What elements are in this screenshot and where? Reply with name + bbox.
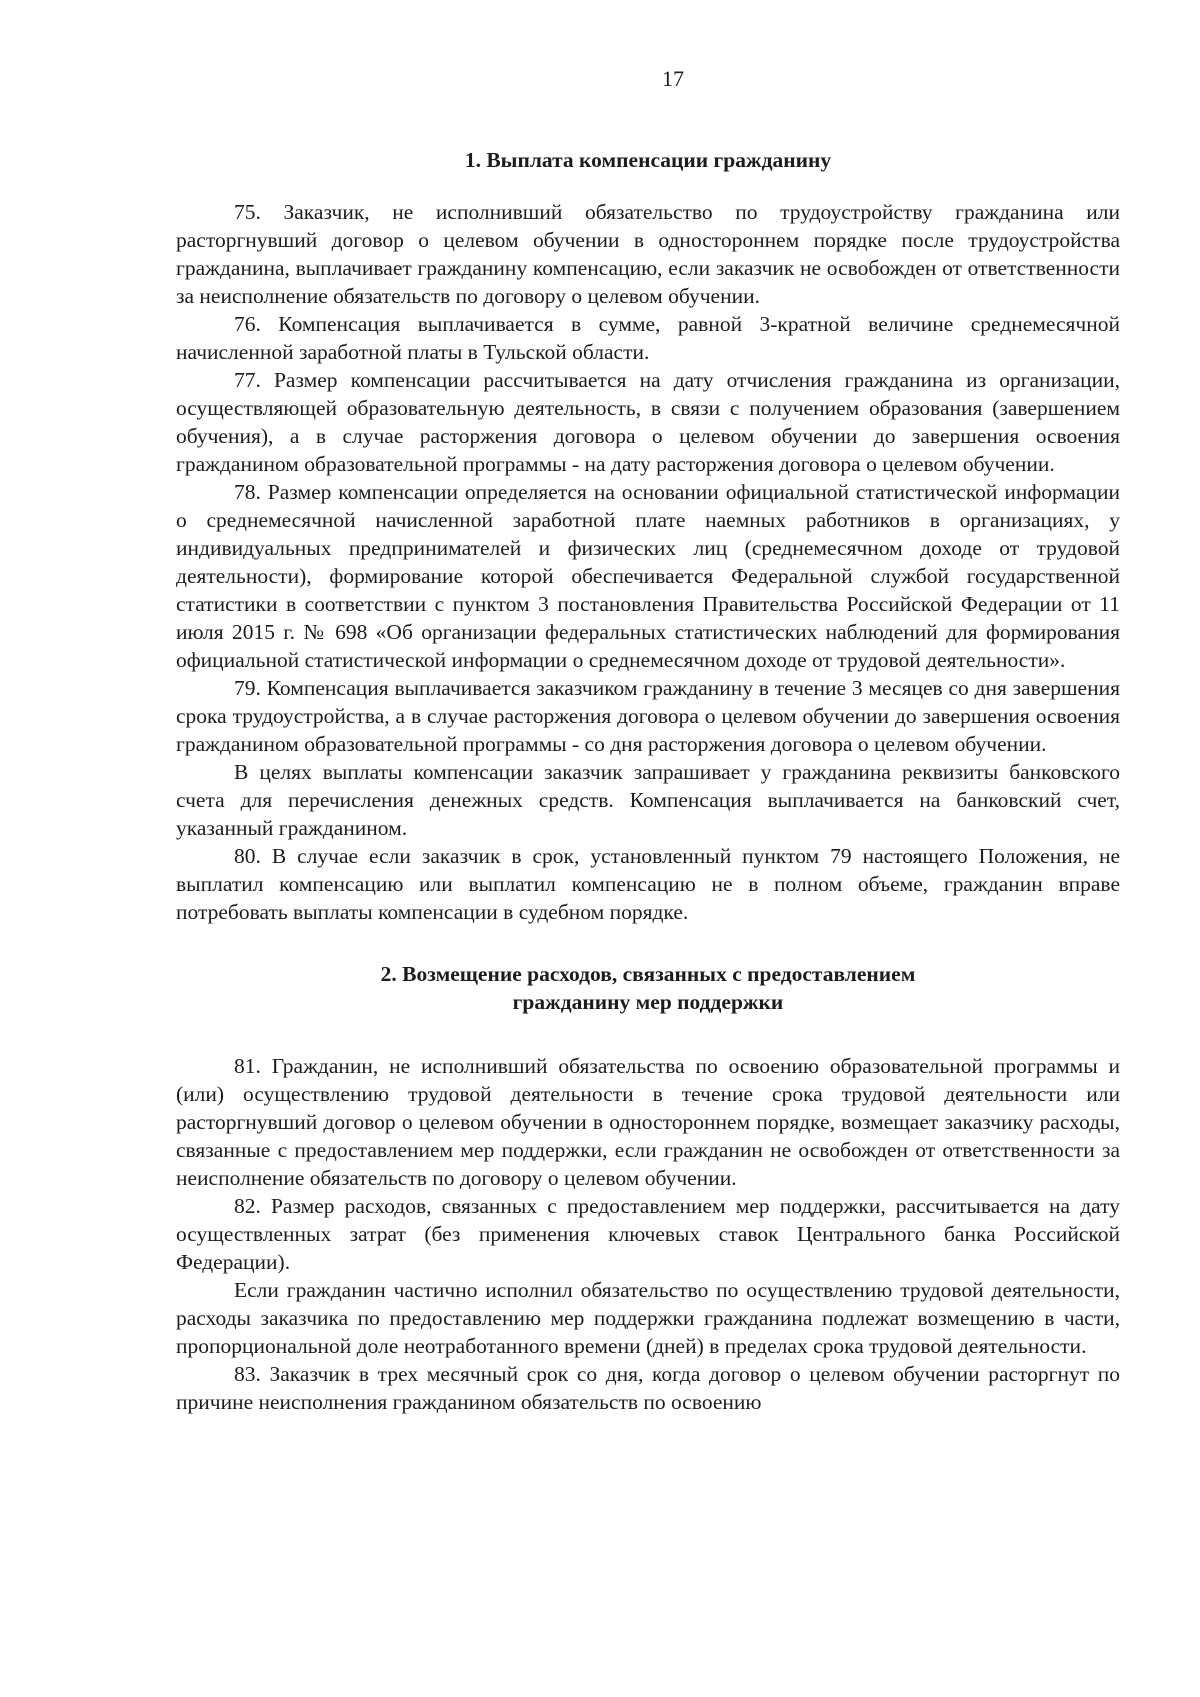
paragraph-79: 79. Компенсация выплачивается заказчиком гражданину в течение 3 месяцев со дня завершения срока трудоустройства, а в случае расторжения договора о целевом обучении до завершения освоения гражданином образовательной программы - со дня расторжения договора о целевом обучении. — [176, 676, 1120, 756]
paragraph-78: 78. Размер компенсации определяется на основании официальной статистической информации о среднемесячной начисленной заработной плате наемных работников в организациях, у индивидуальных предпринимателей и физических лиц (среднемесячном доходе от трудовой деятельности), формирование которой обеспечивается Федеральной службой государственной статистики в соответствии с пунктом 3 постановления Правительства Российской Федерации от 11 июля 2015 г. № 698 «Об организации федеральных статистических наблюдений для формирования официальной статистической информации о среднемесячном доходе от трудовой деятельности». — [176, 480, 1120, 672]
paragraph-75: 75. Заказчик, не исполнивший обязательство по трудоустройству гражданина или расторгнувший договор о целевом обучении в одностороннем порядке после трудоустройства гражданина, выплачивает гражданину компенсацию, если заказчик не освобожден от ответственности за неисполнение обязательств по договору о целевом обучении. — [176, 200, 1120, 308]
section-2-title-line-1: 2. Возмещение расходов, связанных с предоставлением — [380, 962, 916, 986]
paragraph-83: 83. Заказчик в трех месячный срок со дня, когда договор о целевом обучении расторгнут по причине неисполнения гражданином обязательств по освоению — [176, 1362, 1120, 1414]
paragraph-82-partial: Если гражданин частично исполнил обязательство по осуществлению трудовой деятельности, расходы заказчика по предоставлению мер поддержки гражданина подлежат возмещению в части, пропорциональной доле неотработанного времени (дней) в пределах срока трудовой деятельности. — [176, 1278, 1120, 1358]
section-1-title: 1. Выплата компенсации гражданину — [464, 148, 832, 172]
paragraph-81: 81. Гражданин, не исполнивший обязательства по освоению образовательной программы и (или) осуществлению трудовой деятельности в течение срока трудовой деятельности или расторгнувший договор о целевом обучении в одностороннем порядке, возмещает заказчику расходы, связанные с предоставлением мер поддержки, если гражданин не освобожден от ответственности за неисполнение обязательств по договору о целевом обучении. — [176, 1054, 1120, 1190]
paragraph-79-bank-details: В целях выплаты компенсации заказчик запрашивает у гражданина реквизиты банковского счета для перечисления денежных средств. Компенсация выплачивается на банковский счет, указанный гражданином. — [176, 760, 1120, 840]
paragraph-82: 82. Размер расходов, связанных с предоставлением мер поддержки, рассчитывается на дату осуществленных затрат (без применения ключевых ставок Центрального банка Российской Федерации). — [176, 1194, 1120, 1274]
paragraph-76: 76. Компенсация выплачивается в сумме, равной 3-кратной величине среднемесячной начисленной заработной платы в Тульской области. — [176, 312, 1120, 364]
paragraph-80: 80. В случае если заказчик в срок, установленный пунктом 79 настоящего Положения, не выплатил компенсацию или выплатил компенсацию не в полном объеме, гражданин вправе потребовать выплаты компенсации в судебном порядке. — [176, 844, 1120, 924]
section-2-title — [176, 960, 1120, 1016]
paragraph-77: 77. Размер компенсации рассчитывается на дату отчисления гражданина из организации, осуществляющей образовательную деятельность, в связи с получением образования (завершением обучения), а в случае расторжения договора о целевом обучении до завершения освоения гражданином образовательной программы - на дату расторжения договора о целевом обучении. — [176, 368, 1120, 476]
section-2-title-line-2: гражданину мер поддержки — [512, 990, 784, 1014]
page-number: 17 — [662, 66, 684, 91]
document-page — [176, 66, 1120, 1416]
